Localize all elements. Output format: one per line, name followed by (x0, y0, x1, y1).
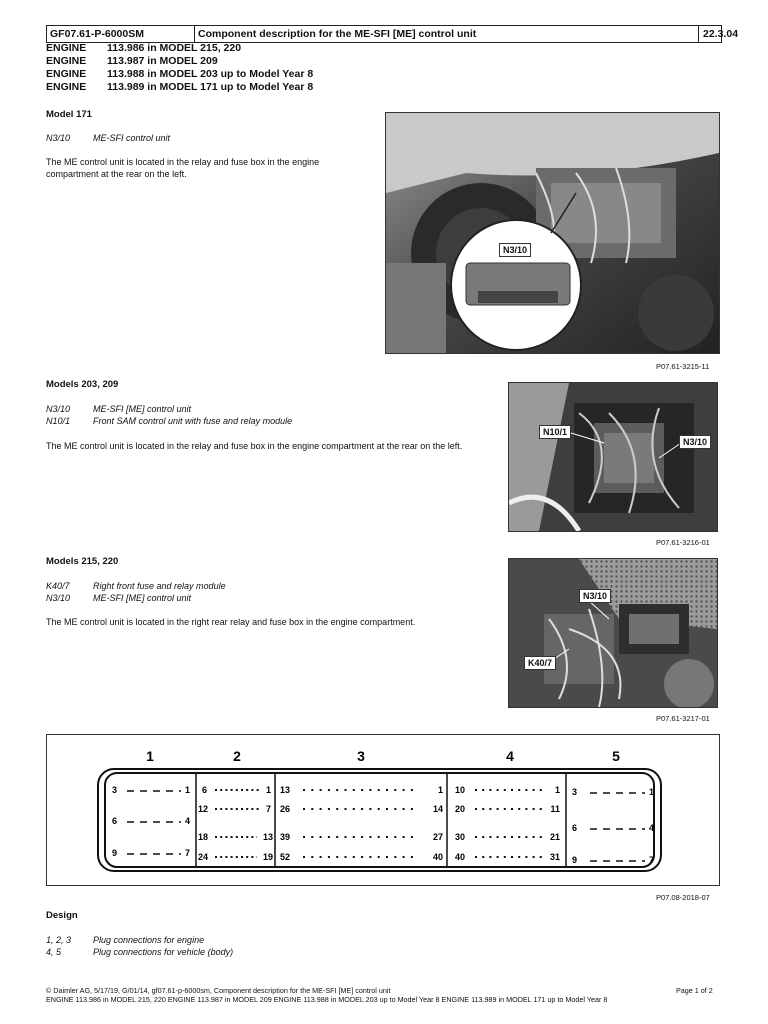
pin-label: 24 (198, 852, 209, 862)
callout-label: K40/7 (524, 656, 556, 670)
section-heading: Models 215, 220 (46, 556, 119, 567)
pin-label: 1 (648, 787, 654, 797)
figure-caption: P07.61-3217-01 (656, 714, 710, 723)
pin-label: 1 (437, 785, 443, 795)
pin-label: 18 (198, 832, 209, 842)
pin-label: 19 (262, 852, 273, 862)
legend-item: N3/10 ME-SFI control unit (46, 133, 171, 143)
pin-label: 10 (455, 785, 466, 795)
figure-caption: P07.61-3216-01 (656, 538, 710, 547)
section-body: The ME control unit is located in the relay and fuse box in the engine compartment at the rear on the left. (46, 157, 320, 179)
figure-caption: P07.08-2018-07 (656, 893, 710, 902)
section-heading: Models 203, 209 (46, 379, 119, 390)
engine-line: ENGINE 113.987 in MODEL 209 (46, 55, 218, 67)
section-body: The ME control unit is located in the relay and fuse box in the engine compartment at the rear on the left. (46, 441, 463, 451)
pin-label: 52 (280, 852, 291, 862)
plug-number: 3 (357, 748, 365, 764)
section-heading: Model 171 (46, 109, 92, 120)
legend-item: N3/10 ME-SFI [ME] control unit (46, 404, 192, 414)
pin-label: 11 (550, 804, 560, 814)
pin-label: 1 (554, 785, 560, 795)
pin-label: 9 (112, 848, 118, 858)
legend-item: N10/1 Front SAM control unit with fuse and relay module (46, 416, 293, 426)
figure-caption: P07.61-3215-11 (656, 362, 710, 371)
section-body: The ME control unit is located in the right rear relay and fuse box in the engine compartment. (46, 617, 416, 627)
pin-label: 40 (455, 852, 466, 862)
pin-label: 40 (432, 852, 443, 862)
pin-label: 39 (280, 832, 291, 842)
pin-label: 31 (549, 852, 560, 862)
pin-label: 3 (112, 785, 118, 795)
pin-label: 14 (432, 804, 443, 814)
plug-number: 5 (612, 748, 620, 764)
pin-label: 7 (265, 804, 271, 814)
pin-label: 9 (572, 855, 578, 865)
pin-label: 6 (572, 823, 578, 833)
plug-number: 4 (506, 748, 514, 764)
legend-item: K40/7 Right front fuse and relay module (46, 581, 226, 591)
engine-photo-models-215-220 (508, 558, 718, 708)
pin-label: 21 (549, 832, 560, 842)
doc-date: 22.3.04 (703, 28, 739, 40)
page-number: Page 1 of 2 (676, 986, 713, 995)
pin-label: 6 (202, 785, 208, 795)
callout-label: N3/10 (579, 589, 611, 603)
pin-label: 1 (184, 785, 190, 795)
pin-label: 7 (184, 848, 190, 858)
engine-line: ENGINE 113.988 in MODEL 203 up to Model Year 8 (46, 68, 314, 80)
pin-label: 13 (262, 832, 273, 842)
connector-svg (47, 735, 719, 885)
pin-label: 30 (455, 832, 466, 842)
legend-item: 4, 5 Plug connections for vehicle (body) (46, 947, 234, 957)
plug-number: 2 (233, 748, 241, 764)
engine-line: ENGINE 113.989 in MODEL 171 up to Model Year 8 (46, 81, 314, 93)
pin-label: 26 (280, 804, 291, 814)
footer-copyright: © Daimler AG, 5/17/19, G/01/14, gf07.61-p-6000sm, Component description for the ME-SFI [ME] control unit (46, 986, 391, 995)
pin-label: 13 (280, 785, 291, 795)
pin-label: 12 (198, 804, 209, 814)
engine-photo-model-171 (385, 112, 720, 354)
section-heading: Design (46, 910, 78, 921)
document-header (46, 25, 739, 43)
pin-label: 7 (648, 855, 654, 865)
legend-item: N3/10 ME-SFI [ME] control unit (46, 593, 192, 603)
callout-label: N3/10 (679, 435, 711, 449)
pin-label: 6 (112, 816, 118, 826)
pin-label: 4 (648, 823, 654, 833)
pin-label: 27 (432, 832, 443, 842)
pin-label: 1 (265, 785, 271, 795)
callout-label: N10/1 (539, 425, 571, 439)
pin-label: 4 (184, 816, 190, 826)
pin-label: 20 (455, 804, 466, 814)
pin-label: 3 (572, 787, 578, 797)
engine-photo-models-203-209 (508, 382, 718, 532)
connector-diagram (46, 734, 720, 886)
footer-engines: ENGINE 113.986 in MODEL 215, 220 ENGINE 113.987 in MODEL 209 ENGINE 113.988 in MODEL 203 up to Model Year 8 ENGINE 113.989 in MODEL 171 up to Model Year 8 (46, 995, 608, 1004)
plug-number: 1 (146, 748, 154, 764)
legend-item: 1, 2, 3 Plug connections for engine (46, 935, 205, 945)
callout-label: N3/10 (499, 243, 531, 257)
doc-id: GF07.61-P-6000SM (47, 26, 195, 42)
engine-line: ENGINE 113.986 in MODEL 215, 220 (46, 42, 242, 54)
doc-title: Component description for the ME-SFI [ME] control unit (195, 26, 699, 42)
